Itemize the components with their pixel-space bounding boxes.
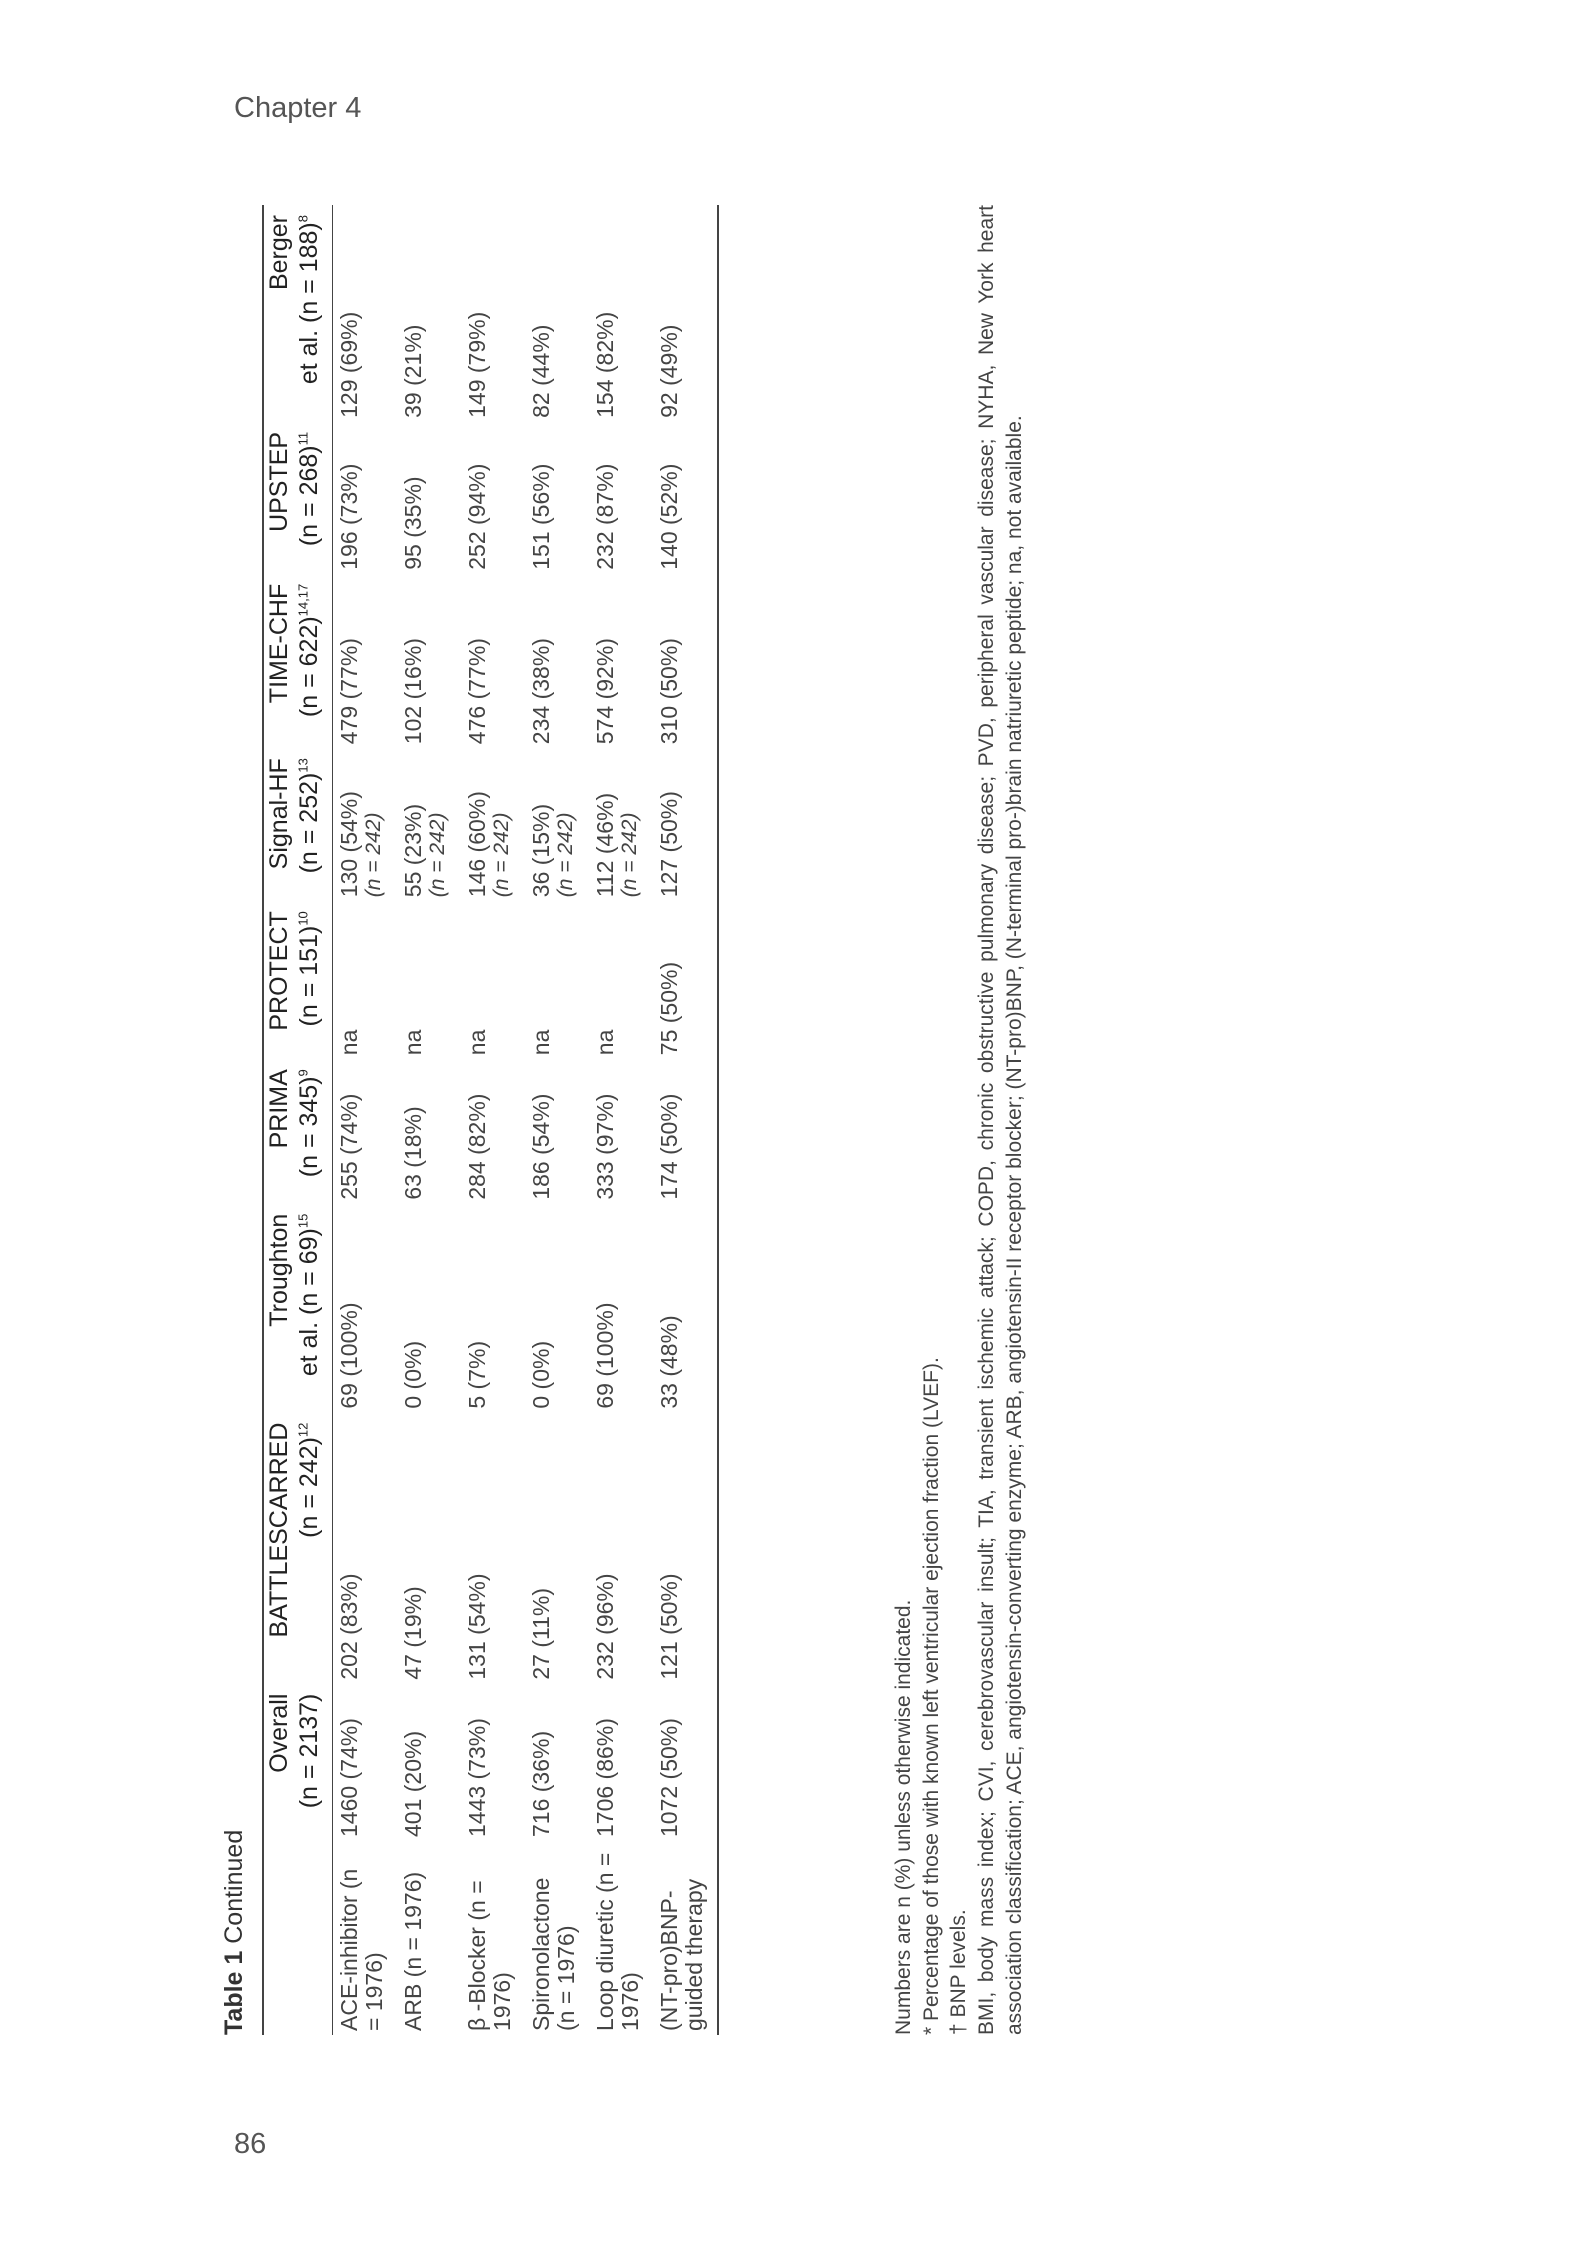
column-header-reference: 14,17 xyxy=(295,583,311,617)
table-body xyxy=(333,205,719,2035)
cell-value: 202 (83%) xyxy=(336,1573,362,1680)
cell-value: na xyxy=(528,1029,554,1056)
cell-value: 112 (46%) xyxy=(592,792,618,898)
cell-value: 186 (54%) xyxy=(528,1093,554,1200)
column-header-reference: 10 xyxy=(295,911,311,926)
column-header-reference: 8 xyxy=(295,215,311,223)
note-2: * Percentage of those with known left ventricular ejection fraction (LVEF). xyxy=(919,1357,943,2035)
column-header-line1: PRIMA xyxy=(265,1069,293,1149)
cell-value: 102 (16%) xyxy=(400,638,426,745)
table-cell xyxy=(525,1204,589,1413)
table-cell xyxy=(525,1413,589,1684)
cell-value: 131 (54%) xyxy=(464,1573,490,1680)
table-cell xyxy=(525,574,589,748)
column-header xyxy=(263,1413,333,1684)
table-cell xyxy=(653,1059,718,1203)
column-header-line2: (n = 345) xyxy=(295,1076,323,1178)
table-cell xyxy=(461,205,525,422)
table-cell xyxy=(397,1204,461,1413)
column-header-line2: et al. (n = 188) xyxy=(295,222,323,385)
column-header-reference: 15 xyxy=(295,1213,311,1229)
table-cell xyxy=(461,574,525,748)
cell-value: 149 (79%) xyxy=(464,311,490,418)
table-cell xyxy=(589,1204,653,1413)
cell-value: 232 (87%) xyxy=(592,463,618,570)
table-cell xyxy=(525,422,589,574)
column-header-line1: TIME-CHF xyxy=(265,583,293,704)
table-cell xyxy=(653,1204,718,1413)
table-cell xyxy=(461,748,525,901)
column-header xyxy=(263,574,333,748)
table-cell xyxy=(397,1059,461,1203)
column-header xyxy=(263,205,333,422)
table-cell xyxy=(461,901,525,1059)
table-cell xyxy=(525,1059,589,1203)
column-header-line2: (n = 2137) xyxy=(295,1693,323,1809)
cell-value: 146 (60%) xyxy=(464,791,490,898)
cell-value: 1443 (73%) xyxy=(464,1718,490,1837)
table-cell xyxy=(461,422,525,574)
note-3: † BNP levels. xyxy=(947,1909,971,2035)
column-header-line1: Berger xyxy=(265,215,293,291)
column-header-line2: (n = 242) xyxy=(295,1437,323,1538)
cell-value: 310 (50%) xyxy=(656,638,682,745)
cell-value: 1706 (86%) xyxy=(592,1718,618,1837)
row-label: ARB (n = 1976) xyxy=(400,1871,426,2031)
cell-value: 0 (0%) xyxy=(528,1340,554,1409)
table-cell xyxy=(333,574,398,748)
column-header-reference: 11 xyxy=(295,431,311,446)
cell-value: 574 (92%) xyxy=(592,638,618,745)
cell-value: 82 (44%) xyxy=(528,324,554,418)
table-cell xyxy=(333,748,398,901)
cell-value: na xyxy=(400,1029,426,1056)
table-cell xyxy=(525,205,589,422)
row-label: Loop diuretic (n = 1976) xyxy=(592,1852,644,2031)
table-cell xyxy=(461,1059,525,1203)
table-cell xyxy=(589,748,653,901)
cell-value: 63 (18%) xyxy=(400,1106,426,1200)
table-cell xyxy=(653,748,718,901)
row-label: ACE-inhibitor (n = 1976) xyxy=(336,1868,388,2031)
column-header xyxy=(263,1204,333,1413)
table-notes xyxy=(890,205,1029,2035)
table-cell xyxy=(653,205,718,422)
table-cell xyxy=(525,901,589,1059)
table-cell xyxy=(461,1684,525,1841)
cell-value: 92 (49%) xyxy=(656,324,682,418)
cell-value: 33 (48%) xyxy=(656,1315,682,1409)
table-cell xyxy=(653,901,718,1059)
cell-value: 140 (52%) xyxy=(656,463,682,570)
table-cell xyxy=(397,901,461,1059)
cell-value: 479 (77%) xyxy=(336,638,362,745)
column-header-line1: Signal-HF xyxy=(265,758,293,870)
column-header-line1: Troughton xyxy=(265,1213,293,1327)
cell-value: 47 (19%) xyxy=(400,1586,426,1680)
cell-value: 5 (7%) xyxy=(464,1340,490,1409)
table-cell xyxy=(397,574,461,748)
table-row xyxy=(397,205,461,2035)
cell-value: 129 (69%) xyxy=(336,311,362,418)
column-header xyxy=(263,1059,333,1203)
table-row xyxy=(525,205,589,2035)
cell-value: 1460 (74%) xyxy=(336,1718,362,1837)
table-cell xyxy=(589,1413,653,1684)
cell-value: 27 (11%) xyxy=(528,1587,554,1680)
table-cell xyxy=(653,1413,718,1684)
cell-value: 75 (50%) xyxy=(656,961,682,1056)
cell-value: na xyxy=(464,1029,490,1056)
cell-value: 121 (50%) xyxy=(656,1573,682,1680)
table-cell xyxy=(333,1684,398,1841)
cell-value: 127 (50%) xyxy=(656,791,682,898)
row-label: (NT-pro)BNP-guided therapy xyxy=(656,1878,708,2031)
table-cell xyxy=(525,748,589,901)
cell-value: 1072 (50%) xyxy=(656,1718,682,1837)
column-header-line1: PROTECT xyxy=(265,911,293,1031)
cell-subgroup-n: (n = 242) xyxy=(554,812,578,898)
cell-value: 130 (54%) xyxy=(336,791,362,898)
table-cell xyxy=(333,1059,398,1203)
cell-value: 196 (73%) xyxy=(336,463,362,570)
cell-value: 36 (15%) xyxy=(528,803,554,898)
column-header-reference: 12 xyxy=(295,1422,311,1438)
cell-value: na xyxy=(336,1029,362,1056)
row-label: Spironolactone (n = 1976) xyxy=(528,1877,580,2031)
column-header-line2: (n = 268) xyxy=(295,445,323,547)
table-cell xyxy=(653,1684,718,1841)
table-row xyxy=(653,205,718,2035)
data-table xyxy=(262,205,719,2035)
row-label: β -Blocker (n = 1976) xyxy=(464,1880,516,2031)
cell-value: 401 (20%) xyxy=(400,1730,426,1837)
cell-value: 716 (36%) xyxy=(528,1730,554,1837)
table-cell xyxy=(589,422,653,574)
table-caption-text: Continued xyxy=(220,1829,248,1951)
table-cell xyxy=(397,1684,461,1841)
cell-subgroup-n: (n = 242) xyxy=(426,812,450,898)
table-cell xyxy=(397,205,461,422)
cell-value: na xyxy=(592,1029,618,1056)
cell-value: 252 (94%) xyxy=(464,463,490,570)
cell-value: 154 (82%) xyxy=(592,311,618,418)
table-cell xyxy=(653,422,718,574)
table-row xyxy=(333,205,398,2035)
cell-value: 0 (0%) xyxy=(400,1340,426,1409)
table-header-row xyxy=(263,205,333,2035)
column-header xyxy=(263,901,333,1059)
cell-value: 476 (77%) xyxy=(464,638,490,745)
cell-value: 69 (100%) xyxy=(592,1302,618,1409)
cell-subgroup-n: (n = 242) xyxy=(618,812,642,898)
chapter-header: Chapter 4 xyxy=(234,92,362,124)
cell-value: 95 (35%) xyxy=(400,476,426,570)
column-header-line2: (n = 151) xyxy=(295,925,323,1027)
cell-value: 174 (50%) xyxy=(656,1093,682,1200)
table-cell xyxy=(397,422,461,574)
column-header-line2: (n = 622) xyxy=(295,616,323,718)
column-header xyxy=(263,748,333,901)
cell-value: 232 (96%) xyxy=(592,1573,618,1680)
table-cell xyxy=(461,1204,525,1413)
cell-value: 255 (74%) xyxy=(336,1093,362,1200)
cell-subgroup-n: (n = 242) xyxy=(362,812,386,898)
table-cell xyxy=(589,1059,653,1203)
table-row xyxy=(461,205,525,2035)
column-header-line1: Overall xyxy=(265,1693,293,1773)
table-cell xyxy=(333,1413,398,1684)
cell-value: 39 (21%) xyxy=(400,324,426,418)
table-cell xyxy=(525,1684,589,1841)
table-cell xyxy=(333,422,398,574)
table-cell xyxy=(589,901,653,1059)
table-cell xyxy=(653,574,718,748)
column-header-line2: (n = 252) xyxy=(295,772,323,874)
table-cell xyxy=(333,901,398,1059)
cell-value: 151 (56%) xyxy=(528,463,554,570)
rotated-table-block xyxy=(220,205,1090,2035)
table-cell xyxy=(397,748,461,901)
table-caption-label: Table 1 xyxy=(220,1950,248,2035)
table-cell xyxy=(589,205,653,422)
page-number: 86 xyxy=(234,2128,267,2160)
cell-value: 69 (100%) xyxy=(336,1302,362,1409)
table-row xyxy=(589,205,653,2035)
column-header-reference: 13 xyxy=(295,758,311,773)
note-4: BMI, body mass index; CVI, cerebrovascular insult; TIA, transient ischemic attack; COPD, chronic obstructive pulmonary disease; PVD, peripheral vascular disease; NYHA, New York heart association classification; ACE, angiotensin-converting enzyme; ARB, angiotensin-II receptor blocker; (NT-pro)BNP, (N-terminal pro-)brain natriuretic peptide; na, not available. xyxy=(975,205,1026,2035)
table-cell xyxy=(589,1684,653,1841)
header-empty-cell xyxy=(263,1841,333,2035)
table-cell xyxy=(333,1204,398,1413)
cell-value: 333 (97%) xyxy=(592,1093,618,1200)
column-header-line1: BATTLESCARRED xyxy=(265,1422,293,1638)
column-header xyxy=(263,422,333,574)
note-1: Numbers are n (%) unless otherwise indicated. xyxy=(892,1599,915,2035)
cell-value: 234 (38%) xyxy=(528,638,554,745)
cell-subgroup-n: (n = 242) xyxy=(490,812,514,898)
cell-value: 55 (23%) xyxy=(400,803,426,898)
table-cell xyxy=(589,574,653,748)
column-header-line2: et al. (n = 69) xyxy=(295,1228,323,1377)
table-caption xyxy=(220,1830,249,2035)
column-header-reference: 9 xyxy=(295,1069,311,1077)
cell-value: 284 (82%) xyxy=(464,1093,490,1200)
column-header xyxy=(263,1684,333,1841)
table-cell xyxy=(333,205,398,422)
column-header-line1: UPSTEP xyxy=(265,431,293,532)
table-cell xyxy=(397,1413,461,1684)
table-cell xyxy=(461,1413,525,1684)
